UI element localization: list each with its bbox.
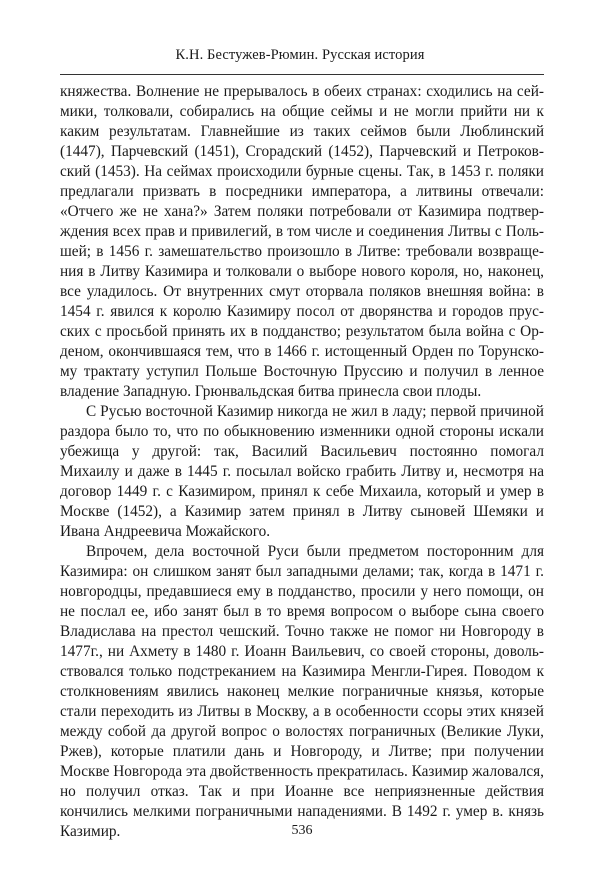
paragraph-1: княжества. Волнение не прерывалось в обеих странах: сходились на сеймики, толковали, собирались на общие сеймы и не могли прийти ни к каким результатам. Главнейшие из таких сеймов были Люблинский (1447), Парчевский (1451), Сгорадский (1452), Парчевский и Петроковский (1453). На сеймах происходили бурные сцены. Так, в 1453 г. поляки предлагали призвать в посредники императора, а литвины отвечали: «Отчего же не хана?» Затем поляки потребовали от Казимира подтверждения всех прав и привилегий, в том числе и соединения Литвы с Польшей; в 1456 г. замешательство произошло в Литве: требовали возвращения в Литву Казимира и толковали о выборе нового короля, но, наконец, все уладилось. От внутренних смут оторвала поляков внешняя война: в 1454 г. явился к королю Казимиру посол от дворянства и городов прусских с просьбой принять их в подданство; результатом была война с Орденом, окончившаяся тем, что в 1466 г. истощенный Орден по Торунскому трактату уступил Польше Восточную Пруссию и получил в ленное владение Западную. Грюнвальдская битва принесла свои плоды. <box>60 83 544 400</box>
page-number: 536 <box>291 823 313 838</box>
body-text <box>60 82 544 842</box>
paragraph-3: Впрочем, дела восточной Руси были предметом посторонним для Казимира: он слишком занят был западными делами; так, когда в 1471 г. новгородцы, предавшиеся ему в подданство, просили у него помощи, он не послал ее, ибо занят был в то время вопросом о выборе сына своего Владислава на престол чешский. Точно также не помог ни Новгороду в 1477г., ни Ахмету в 1480 г. Иоанн Ваильевич, со своей стороны, довольствовался только подстреканием на Казимира Менгли-Гирея. Поводом к столкновениям явились наконец мелкие пограничные князья, которые стали переходить из Литвы в Москву, а в особенности ссоры этих князей между собой да другой вопрос о волостях пограничных (Великие Луки, Ржев), которые платили дань и Новгороду, и Литве; при получении Москве Новгорода эта двойственность прекратилась. Казимир жаловался, но получил отказ. Так и при Иоанне все неприязненные действия кончились мелкими пограничными нападениями. В 1492 г. умер в. князь Казимир. <box>60 543 544 840</box>
paragraph-2: С Русью восточной Казимир никогда не жил в ладу; первой причиной раздора было то, что по обыкновению изменники одной стороны искали убежища у другой: так, Василий Васильевич постоянно помогал Михаилу и даже в 1445 г. посылал войско грабить Литву и, несмотря на договор 1449 г. с Казимиром, принял к себе Михаила, который и умер в Москве (1452), а Казимир затем принял в Литву сыновей Шемяки и Ивана Андреевича Можайского. <box>60 403 544 540</box>
running-header: К.Н. Бестужев-Рюмин. Русская история <box>175 47 425 63</box>
header-rule <box>60 74 544 75</box>
